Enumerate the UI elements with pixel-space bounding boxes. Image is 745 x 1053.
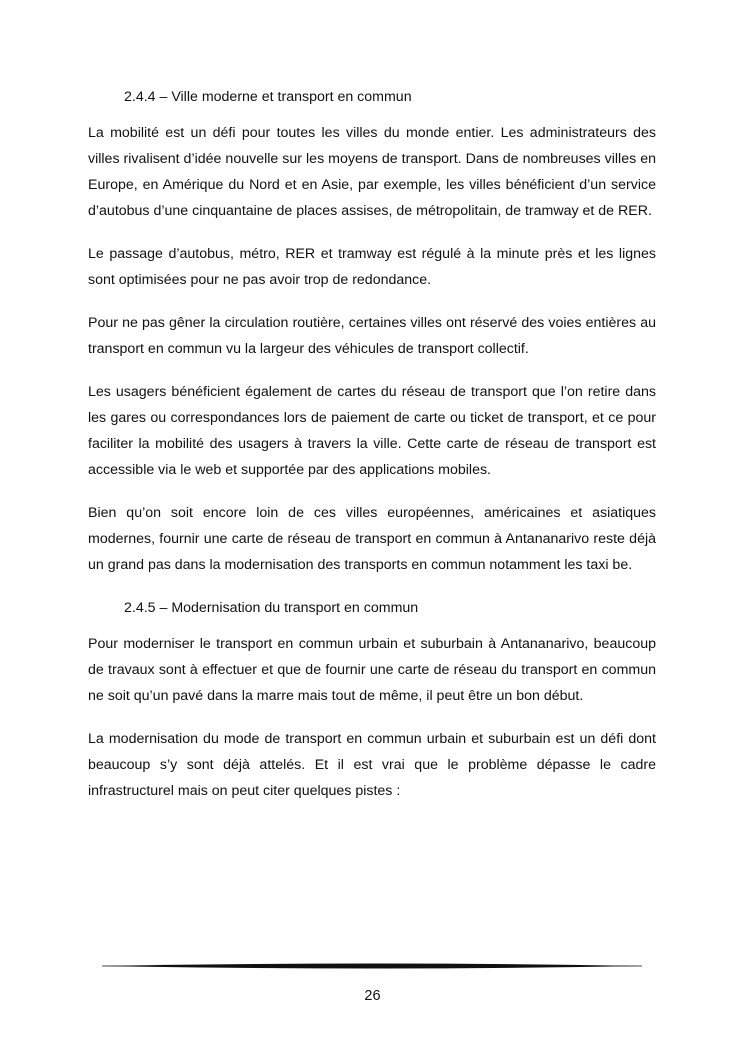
paragraph: Pour ne pas gêner la circulation routière, certaines villes ont réservé des voies entières au transport en commun vu la largeur des véhicules de transport collectif. [88, 315, 656, 357]
section-heading-2-4-5: 2.4.5 – Modernisation du transport en commun [124, 600, 419, 616]
page-body [88, 84, 656, 821]
paragraph: La modernisation du mode de transport en commun urbain et suburbain est un défi dont beaucoup s’y sont déjà attelés. Et il est vrai que le problème dépasse le cadre infrastructurel mais on peut citer quelques pistes : [88, 731, 656, 799]
footer-divider [102, 961, 642, 971]
section-heading-2-4-4: 2.4.4 – Ville moderne et transport en commun [124, 89, 412, 105]
paragraph: Pour moderniser le transport en commun urbain et suburbain à Antananarivo, beaucoup de travaux sont à effectuer et que de fournir une carte de réseau du transport en commun ne soit qu’un pavé dans la marre mais tout de même, il peut être un bon début. [88, 636, 656, 704]
paragraph: Le passage d’autobus, métro, RER et tramway est régulé à la minute près et les lignes sont optimisées pour ne pas avoir trop de redondance. [88, 246, 656, 288]
paragraph: La mobilité est un défi pour toutes les villes du monde entier. Les administrateurs des villes rivalisent d’idée nouvelle sur les moyens de transport. Dans de nombreuses villes en Europe, en Amérique du Nord et en Asie, par exemple, les villes bénéficient d’un service d’autobus d’une cinquantaine de places assises, de métropolitain, de tramway et de RER. [88, 125, 656, 219]
page-number: 26 [364, 988, 381, 1004]
paragraph: Les usagers bénéficient également de cartes du réseau de transport que l’on retire dans les gares ou correspondances lors de paiement de carte ou ticket de transport, et ce pour faciliter la mobilité des usagers à travers la ville. Cette carte de réseau de transport est accessible via le web et supportée par des applications mobiles. [88, 384, 656, 478]
paragraph: Bien qu’on soit encore loin de ces villes européennes, américaines et asiatiques modernes, fournir une carte de réseau de transport en commun à Antananarivo reste déjà un grand pas dans la modernisation des transports en commun notamment les taxi be. [88, 505, 656, 573]
